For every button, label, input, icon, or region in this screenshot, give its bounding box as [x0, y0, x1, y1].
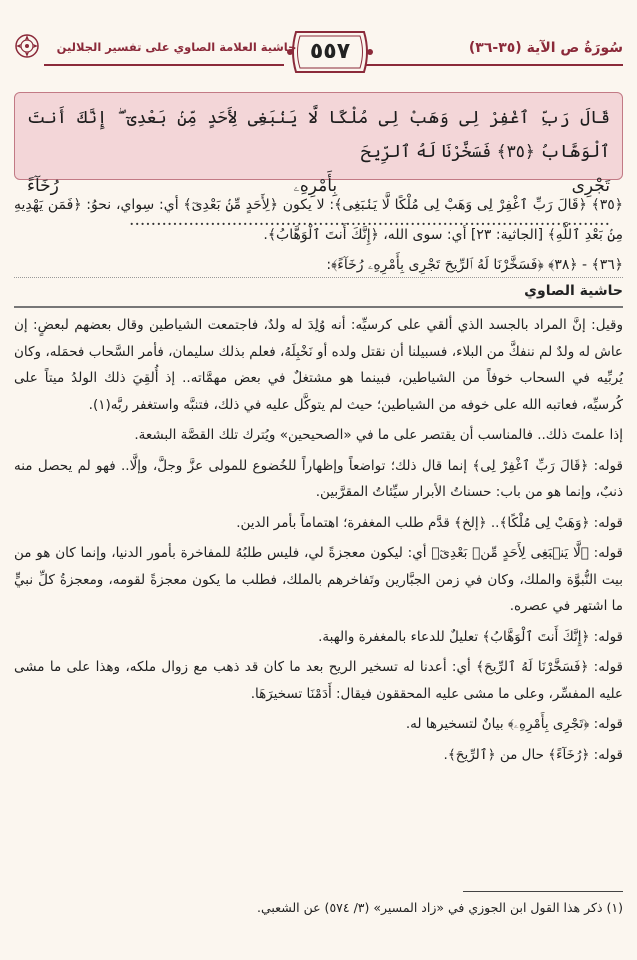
quran-line-2: تَجْرِى بِأَمْرِهِۦ رُخَآءً ......................................................................................... — [27, 176, 610, 230]
quran-dots: ......................................................................................... — [129, 210, 610, 230]
commentary-paragraph: قوله: ﴿وَهَبْ لِى مُلْكًا﴾.. ﴿إلخ﴾ قدَّم طلب المغفرة؛ اهتماماً بأمر الدين. — [236, 514, 623, 531]
section-divider — [14, 277, 623, 279]
commentary-paragraph: قوله: ﴿إِنَّكَ أَنتَ ٱلْوَهَّابُ﴾ تعليلٌ للدعاء بالمغفرة والهبة. — [318, 628, 623, 645]
commentary-paragraph: وقيل: إنَّ المراد بالجسد الذي ألقي على كرسيِّه: أنه وُلِدَ له ولدٌ، فاجتمعت الشياطين وقال بعضهم لبعضٍ: إن عاش له ولدٌ لم ننفكَّ من البلاء، فسبيلنا أن نقتل ولده أو نَخْبِلَهُ، فعلم بذلك سليمان، فأمر السَّحاب فحمَله، وكان يُربِّيه في السحاب خوفاً من الشياطين، فبينما هو مشتغلٌ في بعض مهمَّاته.. إذ أُلقِيَ ذلك الولدُ ميتاً على كُرسيِّه، فعاتبه الله على خوفه من الشياطين؛ حيث لم يتوكَّل عليه في ذلك، فتنبَّه واستغفر ربَّه(١). — [14, 317, 623, 413]
page-header — [14, 28, 623, 76]
footnote: (١) ذكر هذا القول ابن الجوزي في «زاد المسير» (٣/ ٥٧٤) عن الشعبي. — [257, 900, 623, 915]
commentary-paragraph: إذا علمتَ ذلك.. فالمناسب أن يقتصر على ما في «الصحيحين» ويُترك تلك القصَّة البشعة. — [134, 427, 623, 443]
commentary-paragraph: قوله: ﴿تَجْرِى بِأَمْرِهِۦ﴾ بيانٌ لتسخيرها له. — [405, 716, 623, 732]
header-rule-left — [44, 64, 284, 66]
surah-header — [358, 40, 623, 56]
tafsir-paragraph-2: ﴿٣٦﴾ - ﴿٣٨﴾ ﴿فَسَخَّرْنَا لَهُ ٱلرِّيحَ تَجْرِى بِأَمْرِهِۦ رُخَآءً﴾: — [326, 257, 623, 273]
surah-title: سُورَةُ ص — [560, 40, 623, 56]
rosette-ornament-icon — [14, 33, 40, 59]
commentary-paragraph: قوله: ﴿لَّا يَنۢبَغِى لِأَحَدٍ مِّنۢ بَعْدِىٓ﴾ أي: ليكون معجزةً لي، فليس طلبُهُ للمفاخرة بأمور الدنيا، وإنما كان هو من بيت النُّبوَّة والملك، وكان في زمن الجبَّارين وتَفاخرهم بالملك، فطلب ما يكون معجزةً لقومه، ومعجزةُ كلِّ نبيٍّ ما اشتهر في عصره. — [14, 545, 623, 614]
verses-label: الآية (٣٥-٣٦) — [468, 40, 556, 56]
commentary-paragraph: قوله: ﴿فَسَخَّرْنَا لَهُ ٱلرِّيحَ﴾ أي: أعدنا له تسخير الريح بعد ما كان قد ذهب مع زوال ملكه، وهذا على ما مشى عليه المفسِّر، وعلى ما مشى عليه المحققون فيقال: أَدَمْنَا تسخيرَهَا. — [14, 659, 623, 702]
jalalayn-tafsir — [14, 190, 623, 280]
commentary-paragraph: قوله: ﴿رُخَآءً﴾ حال من ﴿ٱلرِّيحَ﴾. — [443, 746, 623, 763]
quran-line-1: قَالَ رَبِّ ٱغْفِرْ لِى وَهَبْ لِى مُلْكًا لَّا يَنۢبَغِى لِأَحَدٍ مِّنۢ بَعْدِىٓ ۖ إِنَّكَ أَنتَ ٱلْوَهَّابُ ﴿٣٥﴾ فَسَخَّرْنَا لَهُ ٱلرِّيحَ — [27, 108, 610, 162]
hashiya-title: حاشية الصاوي — [524, 283, 623, 299]
header-rule-right — [358, 64, 623, 66]
footnote-rule — [463, 891, 623, 892]
hashiya-rule — [14, 306, 623, 308]
tafsir-paragraph-1: ﴿٣٥﴾ ﴿قَالَ رَبِّ ٱغْفِرْ لِى وَهَبْ لِى مُلْكًا لَّا يَنۢبَغِى﴾: لا يكون ﴿لِأَحَدٍ مِّنۢ بَعْدِىٓ﴾ أي: سِواي، نحوُ: ﴿فَمَن يَهْدِيهِ مِنۢ بَعْدِ ٱللَّهِ﴾ [الجاثية: ٢٣] أي: سوى الله، ﴿إِنَّكَ أَنتَ ٱلْوَهَّابُ﴾. — [14, 197, 623, 243]
page-number: ٥٥٧ — [309, 39, 351, 64]
book-title: حاشية العلامة الصاوي على تفسير الجلالين — [56, 40, 297, 54]
commentary-paragraph: قوله: ﴿قَالَ رَبِّ ٱغْفِرْ لِى﴾ إنما قال ذلك؛ تواضعاً وإظهاراً للخُضوع للمولى عزَّ وجلَّ، وإلَّا.. فهو لم يحصل منه ذنبٌ، وإنما هو من باب: حسناتُ الأبرار سيِّئاتُ المقرَّبين. — [14, 457, 623, 500]
hashiya-commentary — [14, 312, 623, 772]
